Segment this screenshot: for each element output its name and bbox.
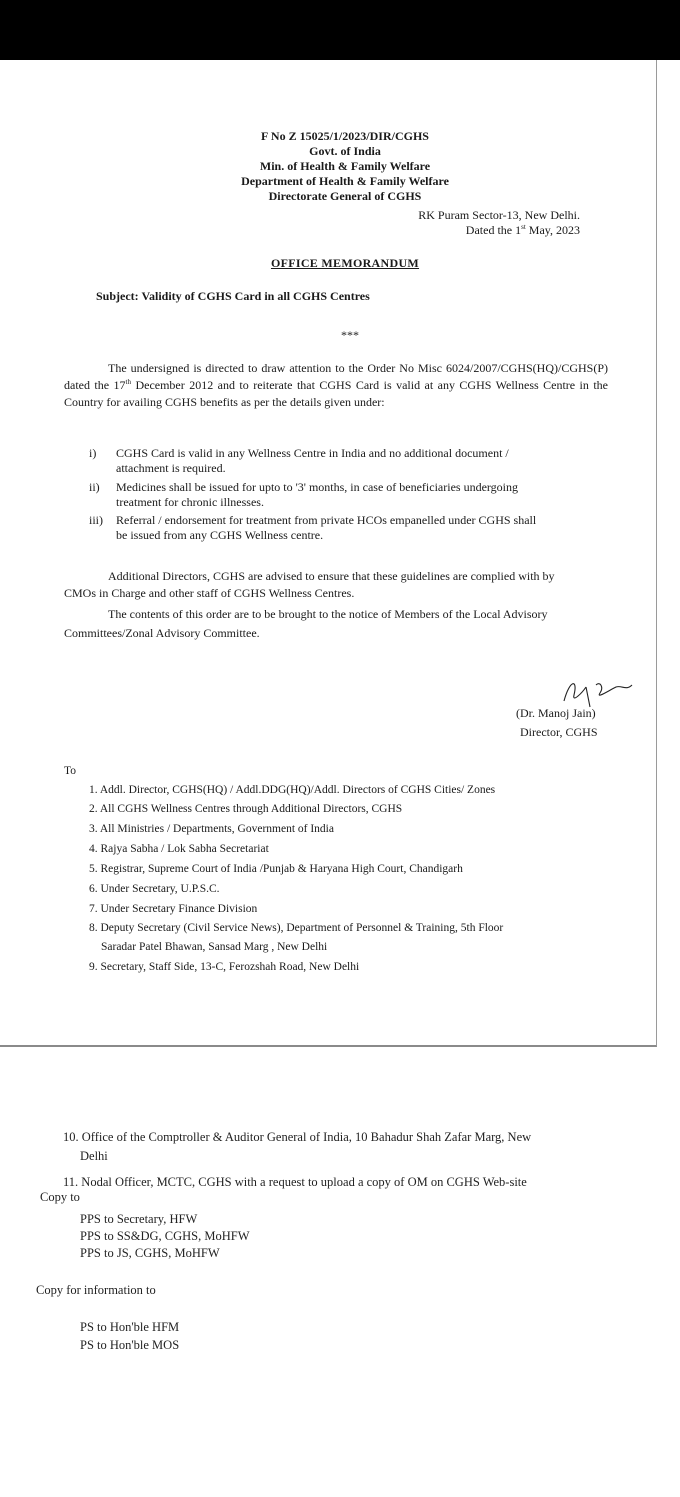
- signatory-name: (Dr. Manoj Jain): [516, 706, 596, 720]
- para2-line: CMOs in Charge and other staff of CGHS Wellness Centres.: [64, 586, 355, 600]
- point-number: iii): [89, 513, 103, 527]
- distribution-item: 8. Deputy Secretary (Civil Service News), Department of Personnel & Training, 5th Floor: [89, 922, 504, 934]
- distribution-item: 6. Under Secretary, U.P.S.C.: [89, 883, 220, 895]
- copy-info-item: PS to Hon'ble MOS: [80, 1338, 180, 1352]
- distribution-item-continued: Saradar Patel Bhawan, Sansad Marg , New Delhi: [101, 941, 328, 953]
- ministry-name: Min. of Health & Family Welfare: [259, 159, 431, 173]
- distribution-item: 1. Addl. Director, CGHS(HQ) / Addl.DDG(HQ)/Addl. Directors of CGHS Cities/ Zones: [89, 784, 496, 796]
- signatory-designation: Director, CGHS: [520, 725, 598, 739]
- memo-title: OFFICE MEMORANDUM: [270, 256, 420, 270]
- office-address: RK Puram Sector-13, New Delhi.: [418, 208, 580, 222]
- para3-line: Committees/Zonal Advisory Committee.: [64, 626, 260, 640]
- para2-line: Additional Directors, CGHS are advised to ensure that these guidelines are complied with by: [108, 569, 555, 583]
- distribution-item: 4. Rajya Sabha / Lok Sabha Secretariat: [89, 843, 269, 855]
- point-number: ii): [89, 480, 100, 494]
- top-black-bar: [0, 0, 680, 60]
- department-name: Department of Health & Family Welfare: [241, 174, 449, 188]
- directorate-name: Directorate General of CGHS: [268, 189, 422, 203]
- copy-info-label: Copy for information to: [36, 1283, 156, 1297]
- memo-date: Dated the 1st May, 2023: [465, 223, 580, 237]
- distribution-item: 9. Secretary, Staff Side, 13-C, Ferozshah Road, New Delhi: [89, 961, 360, 973]
- point-text: Medicines shall be issued for upto to '3' months, in case of beneficiaries undergoing: [116, 480, 519, 494]
- point-text: treatment for chronic illnesses.: [116, 495, 264, 509]
- section-separator: ***: [341, 328, 359, 342]
- copy-info-item: PS to Hon'ble HFM: [80, 1320, 180, 1334]
- memo-page-1: [0, 60, 657, 1047]
- point-text: CGHS Card is valid in any Wellness Centre in India and no additional document /: [116, 446, 509, 460]
- distribution-item: 11. Nodal Officer, MCTC, CGHS with a request to upload a copy of OM on CGHS Web-site: [63, 1175, 527, 1189]
- to-label: To: [64, 765, 76, 777]
- copy-to-item: PPS to SS&DG, CGHS, MoHFW: [80, 1229, 250, 1243]
- distribution-item: 10. Office of the Comptroller & Auditor General of India, 10 Bahadur Shah Zafar Marg, New: [63, 1130, 532, 1144]
- point-text: attachment is required.: [116, 461, 226, 475]
- distribution-item: 3. All Ministries / Departments, Government of India: [89, 823, 334, 835]
- copy-to-label: Copy to: [40, 1190, 80, 1204]
- para3-line: The contents of this order are to be brought to the notice of Members of the Local Advisory: [108, 607, 548, 621]
- distribution-item: 7. Under Secretary Finance Division: [89, 903, 258, 915]
- copy-to-item: PPS to Secretary, HFW: [80, 1212, 198, 1226]
- point-number: i): [89, 446, 97, 460]
- memo-subject: Subject: Validity of CGHS Card in all CGHS Centres: [96, 289, 370, 303]
- govt-of-india: Govt. of India: [309, 144, 381, 158]
- file-number: F No Z 15025/1/2023/DIR/CGHS: [261, 129, 429, 143]
- copy-to-item: PPS to JS, CGHS, MoHFW: [80, 1246, 220, 1260]
- distribution-item-continued: Delhi: [80, 1149, 108, 1163]
- point-text: be issued from any CGHS Wellness centre.: [116, 528, 324, 542]
- distribution-item: 2. All CGHS Wellness Centres through Additional Directors, CGHS: [89, 803, 403, 815]
- distribution-item: 5. Registrar, Supreme Court of India /Punjab & Haryana High Court, Chandigarh: [89, 863, 463, 875]
- point-text: Referral / endorsement for treatment from private HCOs empanelled under CGHS shall: [116, 513, 537, 527]
- intro-paragraph: The undersigned is directed to draw attention to the Order No Misc 6024/2007/CGHS(HQ)/CGHS(P) dated the 17th December 2012 and to reiterate that CGHS Card is valid at any CGHS Wellness Centre in the Country for availing CGHS benefits as per the details given under:: [64, 361, 608, 409]
